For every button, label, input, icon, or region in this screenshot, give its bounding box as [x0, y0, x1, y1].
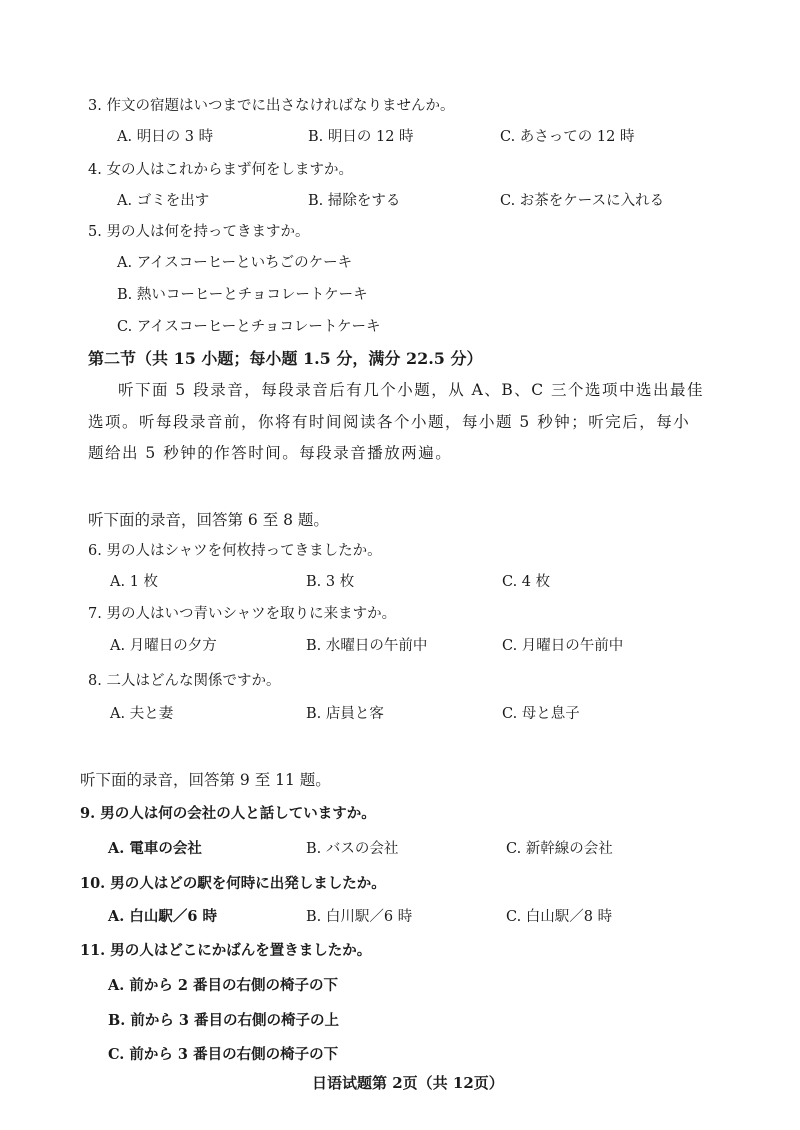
question-number: 6. [88, 543, 102, 559]
question-9 [80, 802, 376, 823]
option-7c: C. 月曜日の午前中 [502, 638, 624, 654]
option-5c: C. アイスコーヒーとチョコレートケーキ [117, 319, 381, 335]
option-4c: C. お茶をケースに入れる [500, 193, 665, 209]
option-3c: C. あさっての 12 時 [500, 129, 635, 145]
question-6 [88, 539, 382, 560]
option-4b: B. 掃除をする [308, 193, 401, 209]
question-7 [88, 602, 396, 623]
option-9a: A. 電車の会社 [108, 840, 202, 857]
question-text: 男の人はいつ青いシャツを取りに来ますか。 [106, 606, 397, 622]
question-number: 5. [88, 224, 102, 240]
question-text: 作文の宿題はいつまでに出さなければなりませんか。 [106, 98, 455, 114]
question-text: 女の人はこれからまず何をしますか。 [106, 162, 353, 178]
option-3b: B. 明日の 12 時 [308, 129, 414, 145]
question-5 [88, 220, 309, 241]
option-10c: C. 白山駅／8 時 [506, 909, 613, 925]
option-6a: A. 1 枚 [110, 574, 159, 590]
instruction-line-2: 选项。听每段录音前，你将有时间阅读各个小题，每小题 5 秒钟；听完后，每小 [88, 413, 691, 431]
question-4 [88, 158, 353, 179]
question-text: 男の人はどの駅を何時に出発しましたか。 [110, 875, 386, 892]
question-number: 7. [88, 606, 102, 622]
question-text: 男の人は何の会社の人と話していますか。 [100, 805, 376, 822]
question-text: 男の人はどこにかばんを置きましたか。 [110, 942, 372, 959]
question-number: 10. [80, 875, 106, 892]
page-footer: 日语试题第 2页（共 12页） [312, 1074, 504, 1092]
group-header-6-8: 听下面的录音，回答第 6 至 8 题。 [88, 511, 329, 529]
question-3 [88, 94, 454, 115]
option-4a: A. ゴミを出す [117, 193, 210, 209]
option-8a: A. 夫と妻 [110, 706, 174, 722]
option-5b: B. 熱いコーヒーとチョコレートケーキ [117, 287, 368, 303]
question-text: 男の人は何を持ってきますか。 [106, 224, 310, 240]
option-10b: B. 白川駅／6 時 [306, 909, 413, 925]
section-title: 第二节（共 15 小题；每小题 1.5 分，满分 22.5 分） [88, 349, 483, 368]
option-8c: C. 母と息子 [502, 706, 580, 722]
option-6b: B. 3 枚 [306, 574, 355, 590]
group-header-9-11: 听下面的录音，回答第 9 至 11 题。 [80, 771, 331, 789]
option-11c: C. 前から 3 番目の右側の椅子の下 [108, 1046, 339, 1063]
question-text: 二人はどんな関係ですか。 [106, 673, 281, 689]
option-11b: B. 前から 3 番目の右側の椅子の上 [108, 1012, 340, 1029]
option-9b: B. バスの会社 [306, 841, 399, 857]
question-8 [88, 669, 280, 690]
option-10a: A. 白山駅／6 時 [108, 908, 217, 925]
question-11 [80, 939, 371, 960]
question-number: 8. [88, 673, 102, 689]
option-7b: B. 水曜日の午前中 [306, 638, 428, 654]
option-7a: A. 月曜日の夕方 [110, 638, 217, 654]
question-number: 9. [80, 805, 96, 822]
option-3a: A. 明日の 3 時 [117, 129, 214, 145]
question-10 [80, 872, 386, 893]
option-9c: C. 新幹線の会社 [506, 841, 613, 857]
option-6c: C. 4 枚 [502, 574, 551, 590]
option-8b: B. 店員と客 [306, 706, 384, 722]
question-number: 3. [88, 98, 102, 114]
instruction-line-1: 听下面 5 段录音，每段录音后有几个小题，从 A、B、C 三个选项中选出最佳 [118, 381, 705, 399]
question-text: 男の人はシャツを何枚持ってきましたか。 [106, 543, 382, 559]
option-5a: A. アイスコーヒーといちごのケーキ [117, 255, 353, 271]
question-number: 11. [80, 942, 106, 959]
question-number: 4. [88, 162, 102, 178]
option-11a: A. 前から 2 番目の右側の椅子の下 [108, 977, 339, 994]
instruction-line-3: 题给出 5 秒钟的作答时间。每段录音播放两遍。 [88, 444, 453, 462]
